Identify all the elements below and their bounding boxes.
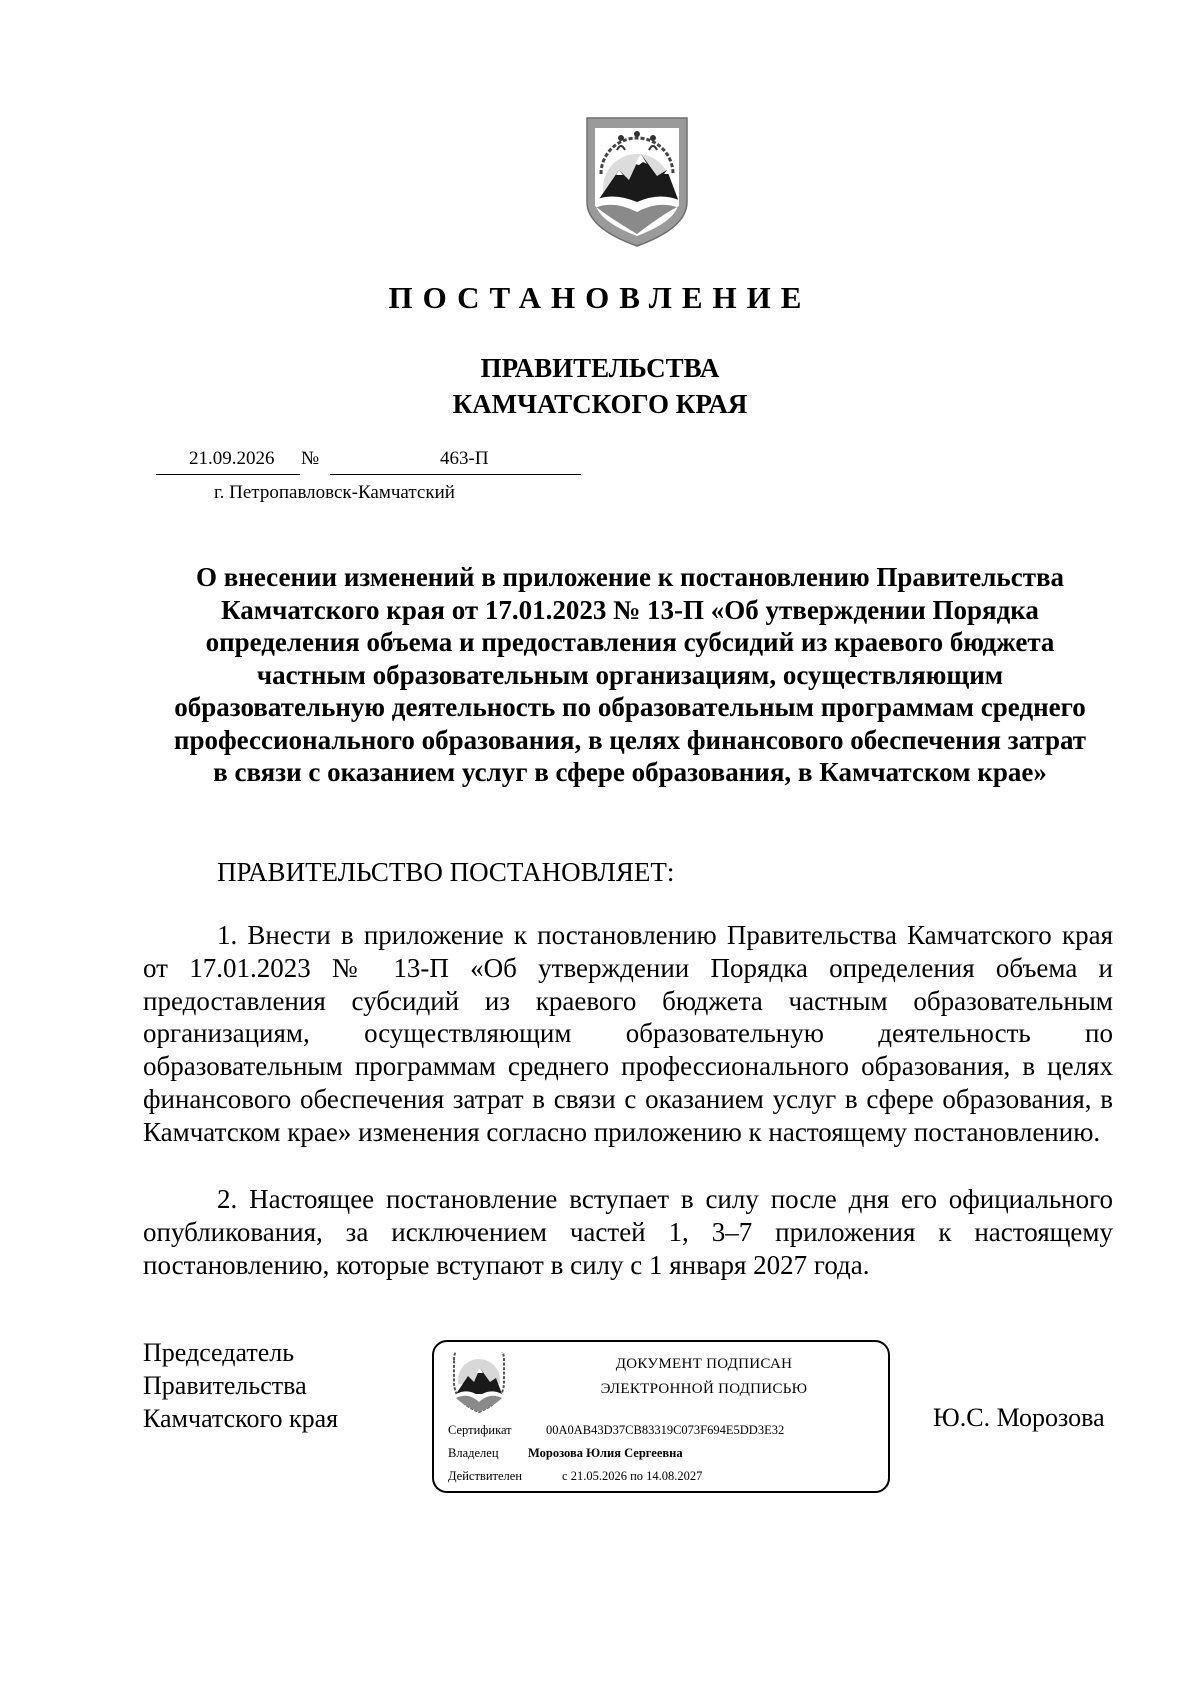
- stamp-validity-row: [448, 1469, 702, 1484]
- valid-label: Действителен: [448, 1469, 523, 1483]
- document-date: 21.09.2026: [189, 448, 275, 469]
- valid-to-prefix: по: [630, 1469, 644, 1483]
- position-line-3: Камчатского края: [143, 1404, 339, 1433]
- certificate-value: 00A0AB43D37CB83319C073F694E5DD3E32: [546, 1423, 785, 1437]
- position-line-1: Председатель: [143, 1338, 295, 1367]
- valid-to-date: 14.08.2027: [646, 1469, 703, 1483]
- registration-line: [156, 448, 581, 476]
- stamp-heading-line-2: ЭЛЕКТРОННОЙ ПОДПИСЬЮ: [600, 1381, 808, 1397]
- issuer-block: [0, 350, 1200, 422]
- stamp-emblem-icon: [448, 1352, 510, 1414]
- emblem-icon: [583, 116, 691, 248]
- subject-line: образовательную деятельность по образовательным программам среднего: [174, 692, 1086, 722]
- document-subject: [140, 561, 1120, 789]
- city-of-issue: г. Петропавловск-Камчатский: [214, 482, 455, 503]
- subject-line: определения объема и предоставления субсидий из краевого бюджета: [205, 627, 1055, 657]
- owner-label: Владелец: [448, 1446, 499, 1460]
- subject-line: частным образовательным организациям, осуществляющим: [256, 659, 1004, 690]
- paragraph-1: 1. Внести в приложение к постановлению Правительства Камчатского края от 17.01.2023 № 13-П «Об утверждении Порядка определения объема и предоставления субсидий из краевого бюджета частным образовательным организациям, осуществляющим образовательную деятельность по образовательным программам среднего профессионального образования, в целях финансового обеспечения затрат в связи с оказанием услуг в сфере образования, в Камчатском крае» изменения согласно приложению к настоящему постановлению.: [143, 920, 1113, 1147]
- signatory-name: Ю.С. Морозова: [933, 1403, 1105, 1432]
- position-line-2: Правительства: [143, 1371, 307, 1400]
- document-type-title: ПОСТАНОВЛЕНИЕ: [388, 280, 812, 315]
- stamp-certificate-row: [448, 1423, 784, 1438]
- certificate-label: Сертификат: [448, 1423, 512, 1437]
- subject-line: профессионального образования, в целях финансового обеспечения затрат: [173, 724, 1087, 755]
- signatory-position: [143, 1336, 338, 1435]
- subject-line: в связи с оказанием услуг в сфере образования, в Камчатском крае»: [213, 757, 1047, 787]
- owner-value: Морозова Юлия Сергеевна: [528, 1446, 683, 1460]
- document-number: 463-П: [440, 448, 489, 469]
- electronic-signature-stamp: [432, 1340, 890, 1493]
- valid-from-prefix: с: [562, 1469, 568, 1483]
- issuer-line-1: ПРАВИТЕЛЬСТВА: [480, 353, 720, 383]
- stamp-heading-line-1: ДОКУМЕНТ ПОДПИСАН: [615, 1356, 793, 1372]
- number-sign: №: [301, 448, 320, 469]
- valid-from-date: 21.05.2026: [570, 1469, 627, 1483]
- subject-line: О внесении изменений в приложение к постановлению Правительства: [195, 562, 1065, 592]
- paragraph-2: 2. Настоящее постановление вступает в силу после дня его официального опубликования, за исключением частей 1, 3–7 приложения к настоящему постановлению, которые вступают в силу с 1 января 2027 года.: [143, 1184, 1113, 1280]
- subject-line: Камчатского края от 17.01.2023 № 13-П «Об утверждении Порядка: [221, 594, 1039, 625]
- resolution-heading: ПРАВИТЕЛЬСТВО ПОСТАНОВЛЯЕТ:: [217, 857, 675, 887]
- stamp-owner-row: [448, 1446, 683, 1461]
- issuer-line-2: КАМЧАТСКОГО КРАЯ: [452, 389, 748, 419]
